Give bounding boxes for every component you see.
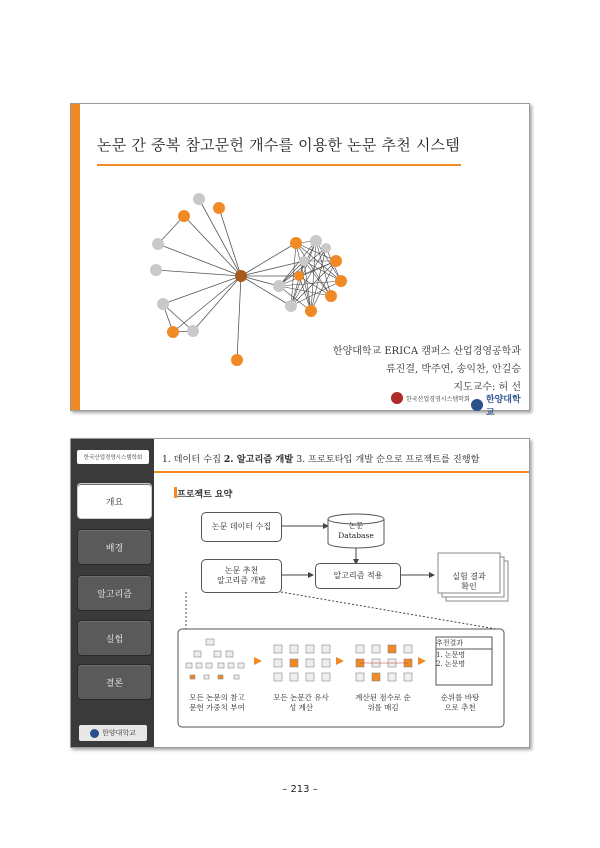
sidebar-logo: 한국산업경영시스템학회 — [77, 450, 149, 464]
citation-network-graph — [141, 186, 361, 371]
society-logo: 한국산업경영시스템학회 — [391, 392, 470, 404]
authors: 류진결, 박주연, 송익찬, 안길승 — [386, 364, 521, 375]
menu-item-background[interactable]: 배경 — [77, 529, 152, 565]
university-emblem-icon — [90, 729, 99, 738]
menu-item-overview[interactable]: 개요 — [77, 483, 152, 519]
slide-title: 논문 간 중복 참고문헌 개수를 이용한 논문 추천 시스템 — [97, 136, 460, 154]
menu-item-experiment[interactable]: 실험 — [77, 620, 152, 656]
menu-item-algorithm[interactable]: 알고리즘 — [77, 575, 152, 611]
section-title: 프로젝트 요약 — [177, 490, 233, 500]
flow-result-label: 실험 결과 확인 — [452, 572, 486, 592]
accent-bar — [71, 104, 80, 410]
title-underline — [97, 164, 461, 166]
flow-apply-box: 알고리즘 적용 — [315, 563, 401, 589]
recommendation-list: 추천결과 1. 논문명 2. 논문명 — [436, 639, 466, 669]
advisor: 지도교수: 허 선 — [453, 382, 521, 393]
affiliation: 한양대학교 ERICA 캠퍼스 산업경영공학과 — [332, 346, 521, 357]
sidebar — [71, 439, 154, 747]
title-slide — [70, 103, 530, 418]
university-logo: 한양대학교 — [471, 392, 529, 418]
menu-item-conclusion[interactable]: 결론 — [77, 664, 152, 700]
step-caption: 계산된 점수로 순 위를 매김 — [355, 693, 411, 712]
flow-collect-box: 논문 데이터 수집 — [201, 512, 282, 542]
overview-slide — [70, 438, 530, 748]
page-number: – 213 – — [282, 784, 318, 795]
university-emblem-icon — [471, 399, 483, 411]
step-caption: 순위를 바탕 으로 추천 — [440, 693, 480, 712]
flow-database-label: 논문 Database — [338, 521, 374, 540]
step-caption: 모든 논문의 참고 문헌 가중치 부여 — [189, 693, 245, 712]
step-caption: 모든 논문간 유사 성 계산 — [273, 693, 329, 712]
sidebar-university-logo: 한양대학교 — [79, 725, 147, 741]
flow-algorithm-box: 논문 추천 알고리즘 개발 — [201, 559, 282, 593]
slide-header: 1. 데이터 수집 2. 알고리즘 개발 3. 프로토타입 개발 순으로 프로젝트를 진행함 — [162, 454, 480, 465]
header-underline — [154, 471, 529, 473]
society-emblem-icon — [391, 392, 403, 404]
